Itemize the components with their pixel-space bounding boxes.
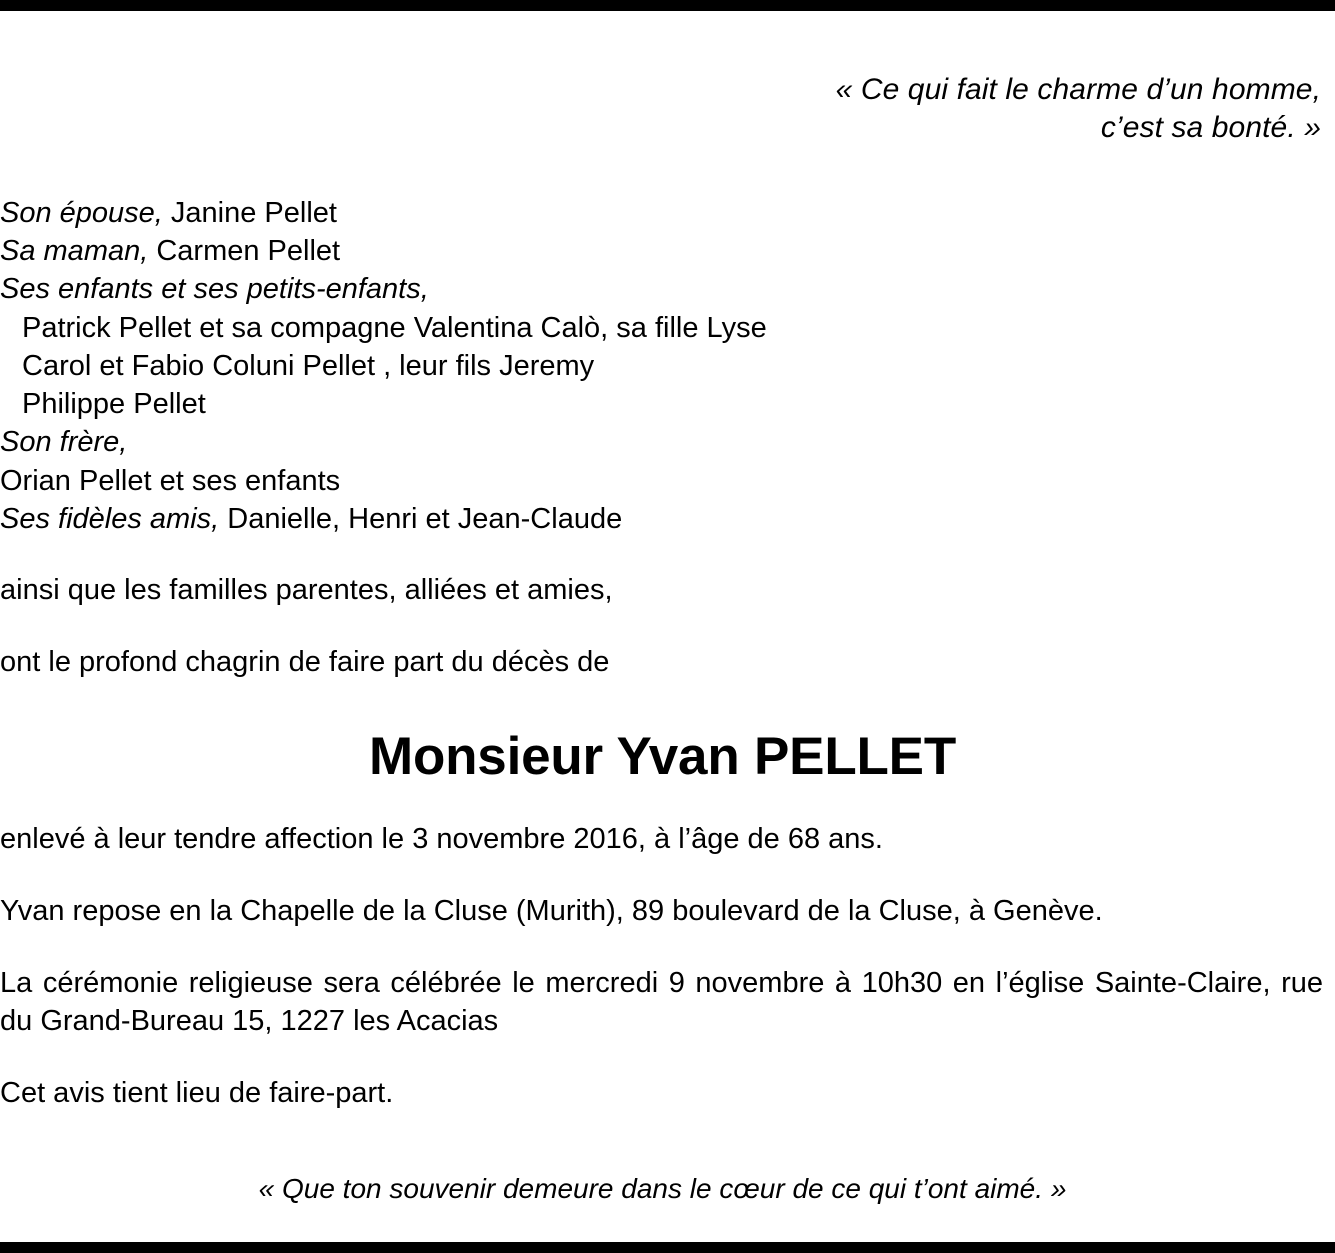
family-line-text: Orian Pellet et ses enfants: [0, 464, 341, 497]
opening-quote-line-2: c’est sa bonté. »: [1100, 111, 1321, 145]
notice-disclaimer-line: Cet avis tient lieu de faire-part.: [0, 1077, 394, 1110]
family-line-text: Danielle, Henri et Jean-Claude: [219, 502, 623, 535]
family-line: [0, 347, 1325, 385]
family-line: [0, 232, 1325, 270]
bottom-rule: [0, 1242, 1335, 1253]
opening-quote-line-1: « Ce qui fait le charme d’un homme,: [835, 73, 1321, 106]
family-line: [0, 423, 1325, 461]
family-line: [0, 500, 1325, 538]
family-line-text: Janine Pellet: [162, 196, 337, 229]
family-line-label: Ses fidèles amis,: [0, 502, 220, 535]
ceremony-details-line: La cérémonie religieuse sera célébrée le mercredi 9 novembre à 10h30 en l’église Sainte-Claire, rue du Grand-Bureau 15, 1227 les Acacias: [0, 966, 1323, 1038]
family-line: [0, 270, 1325, 308]
family-line: [0, 462, 1325, 500]
family-list: [0, 194, 1325, 538]
relatives-line: ainsi que les familles parentes, alliées et amies,: [0, 574, 613, 607]
top-rule: [0, 0, 1335, 11]
deceased-name: Monsieur Yvan PELLET: [369, 726, 956, 786]
announcement-line: ont le profond chagrin de faire part du décès de: [0, 646, 610, 679]
family-line-label: Sa maman,: [0, 235, 149, 268]
death-details-line: enlevé à leur tendre affection le 3 novembre 2016, à l’âge de 68 ans.: [0, 822, 883, 855]
family-line-label: Son frère,: [0, 426, 128, 459]
family-line-label: Ses enfants et ses petits-enfants,: [0, 273, 429, 306]
family-line: [0, 385, 1325, 423]
family-line-text: Philippe Pellet: [22, 388, 206, 421]
family-line: [0, 309, 1325, 347]
opening-quote: [0, 71, 1321, 148]
repose-location-line: Yvan repose en la Chapelle de la Cluse (Murith), 89 boulevard de la Cluse, à Genève.: [0, 894, 1103, 927]
family-line-text: Carol et Fabio Coluni Pellet , leur fils Jeremy: [22, 349, 595, 382]
family-line-text: Patrick Pellet et sa compagne Valentina Calò, sa fille Lyse: [22, 311, 767, 344]
family-line: [0, 194, 1325, 232]
family-line-label: Son épouse,: [0, 196, 163, 229]
notice-content: [0, 11, 1335, 1242]
family-line-text: Carmen Pellet: [148, 235, 341, 268]
closing-quote: « Que ton souvenir demeure dans le cœur de ce qui t’ont aimé. »: [258, 1173, 1067, 1205]
